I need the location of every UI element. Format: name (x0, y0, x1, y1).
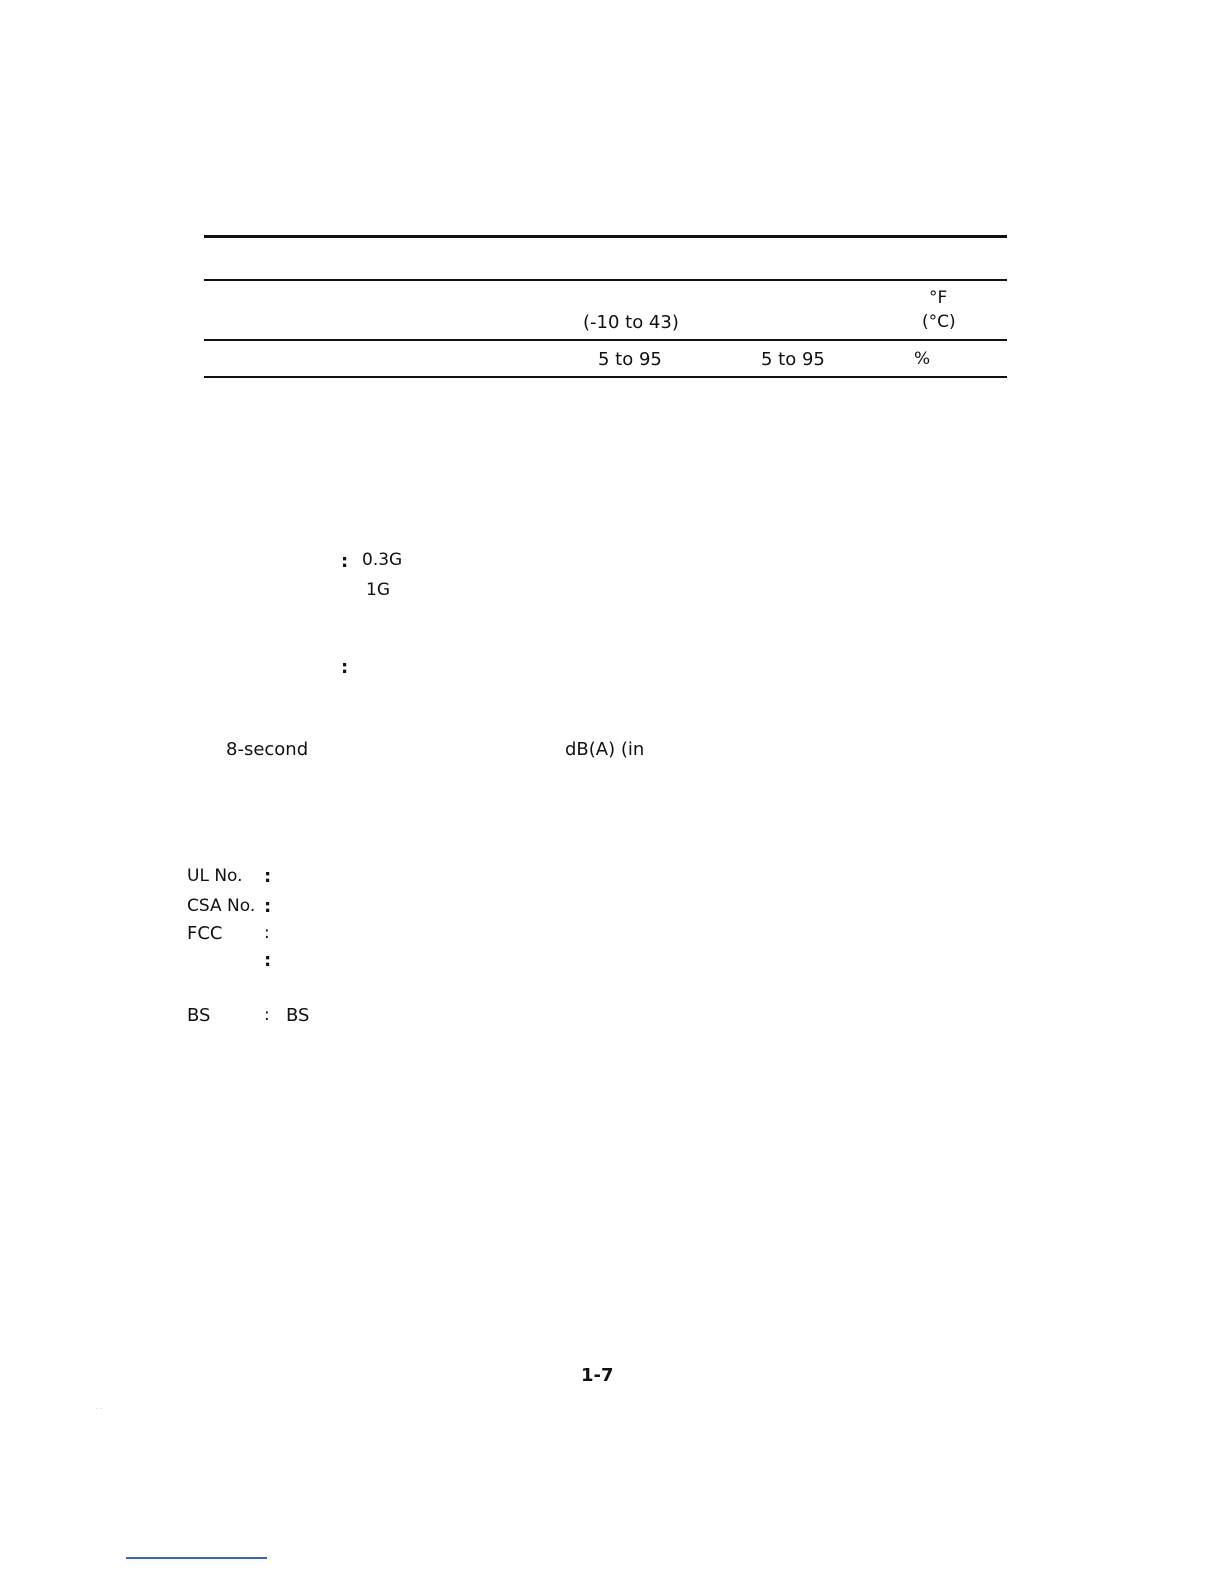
acoustic-level: dB(A) (in (565, 739, 645, 760)
shock-value-nonoperating: 1G (366, 580, 390, 600)
vibration-separator: : (341, 657, 349, 678)
temperature-unit-fahrenheit: °F (929, 288, 948, 308)
table-top-rule (204, 235, 1007, 238)
approval-bs-value: BS (286, 1005, 310, 1026)
approval-csa-label: CSA No. (187, 896, 256, 916)
approval-fcc-label: FCC (187, 923, 223, 944)
page-number: 1-7 (581, 1365, 614, 1386)
footer-link-underline (126, 1557, 267, 1559)
table-bottom-rule (204, 376, 1007, 378)
humidity-storage-range: 5 to 95 (761, 349, 825, 370)
table-header-rule (204, 279, 1007, 281)
shock-separator: : (341, 551, 349, 572)
temperature-operating-range: (-10 to 43) (583, 312, 679, 333)
humidity-operating-range: 5 to 95 (598, 349, 662, 370)
approval-bs-separator: : (264, 1005, 270, 1025)
table-row-rule (204, 339, 1007, 341)
shock-value-operating: 0.3G (362, 550, 403, 570)
approval-fcc-separator: : (264, 923, 270, 943)
approval-ul-separator: : (264, 866, 272, 887)
temperature-unit-celsius: (°C) (922, 312, 956, 332)
humidity-unit: % (914, 349, 931, 369)
approval-ul-label: UL No. (187, 866, 243, 886)
acoustic-duration: 8-second (226, 739, 309, 760)
approval-csa-separator: : (264, 896, 272, 917)
approval-bs-label: BS (187, 1005, 211, 1026)
scan-speck: · · (96, 1406, 102, 1413)
approval-extra-separator: : (264, 950, 272, 971)
